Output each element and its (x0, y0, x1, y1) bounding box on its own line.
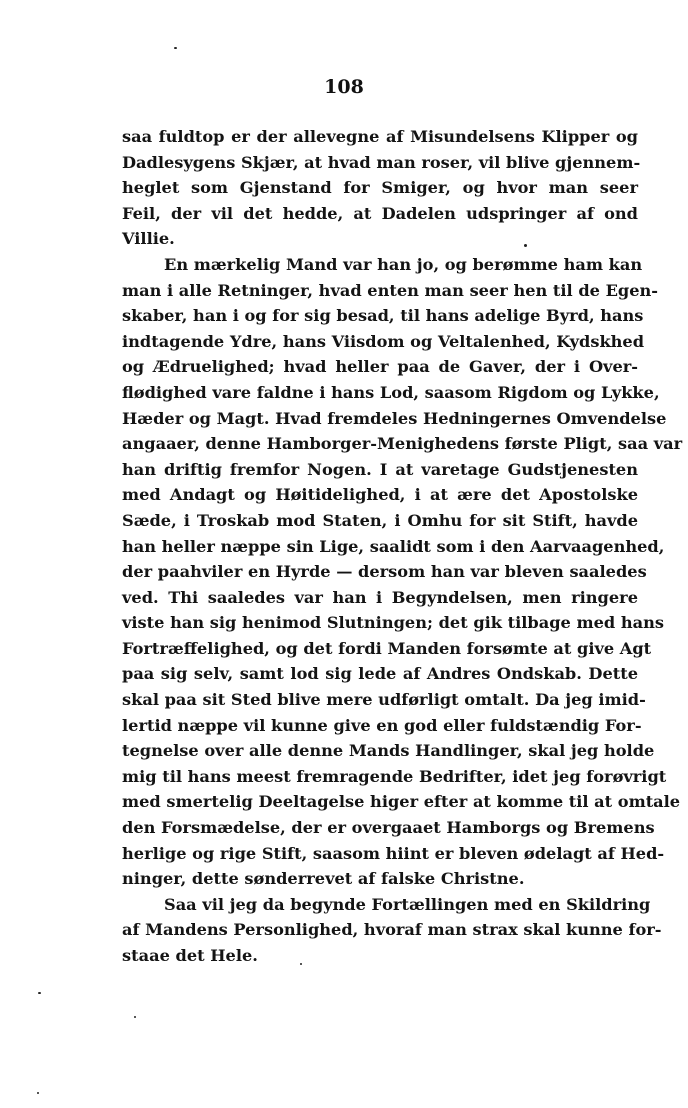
text-line: der paahviler en Hyrde — dersom han var bleven saaledes (122, 562, 647, 582)
text-line: heglet som Gjenstand for Smiger, og hvor man seer (122, 178, 638, 198)
text-line: og Ædruelighed; hvad heller paa de Gaver, der i Over- (122, 357, 638, 377)
text-line: man i alle Retninger, hvad enten man seer hen til de Egen- (122, 280, 659, 300)
text-line: af Mandens Personlighed, hvoraf man strax skal kunne for- (122, 920, 662, 940)
paper-speck (37, 1092, 39, 1094)
text-line: Fortræffelighed, og det fordi Manden forsømte at give Agt (122, 638, 652, 658)
text-line: viste han sig henimod Slutningen; det gik tilbage med hans (122, 613, 665, 633)
text-line: Dadlesygens Skjær, at hvad man roser, vil blive gjennem- (122, 152, 641, 172)
text-line: ved. Thi saaledes var han i Begyndelsen, men ringere (122, 587, 638, 607)
paper-speck (524, 244, 527, 247)
text-line: herlige og rige Stift, saasom hiint er bleven ødelagt af Hed- (122, 843, 665, 863)
paragraph (122, 252, 683, 892)
paper-speck (38, 992, 41, 994)
text-line: ninger, dette sønderrevet af falske Christne. (122, 869, 525, 889)
text-line: Villie. (122, 229, 175, 249)
text-line: med smertelig Deeltagelse higer efter at komme til at omtale (122, 792, 681, 812)
text-line: tegnelse over alle denne Mands Handlinger, skal jeg holde (122, 741, 655, 761)
text-line: Saa vil jeg da begynde Fortællingen med en Skildring (164, 894, 651, 914)
text-line: flødighed vare faldne i hans Lod, saasom Rigdom og Lykke, (122, 382, 660, 402)
text-line: Feil, der vil det hedde, at Dadelen udspringer af ond (122, 203, 638, 223)
text-line: Hæder og Magt. Hvad fremdeles Hedningernes Omvendelse (122, 408, 667, 428)
text-line: staae det Hele. (122, 946, 258, 965)
paper-speck (174, 47, 177, 49)
text-line: angaaer, denne Hamborger-Menighedens første Pligt, saa var (122, 434, 683, 454)
paper-speck (300, 963, 302, 965)
paper-speck (134, 1016, 136, 1018)
text-line: skaber, han i og for sig besad, til hans adelige Byrd, hans (122, 306, 644, 326)
text-line: skal paa sit Sted blive mere udførligt omtalt. Da jeg imid- (122, 690, 646, 710)
text-line: han heller næppe sin Lige, saalidt som i den Aarvaagenhed, (122, 536, 665, 556)
text-line: En mærkelig Mand var han jo, og berømme ham kan (164, 254, 643, 274)
text-line: med Andagt og Høitidelighed, i at ære det Apostolske (122, 485, 638, 505)
page-number: 108 (324, 76, 364, 98)
text-line: paa sig selv, samt lod sig lede af Andres Ondskab. Dette (122, 664, 638, 684)
text-line: indtagende Ydre, hans Viisdom og Veltalenhed, Kydskhed (122, 331, 645, 351)
text-line: lertid næppe vil kunne give en god eller fuldstændig For- (122, 715, 642, 735)
body-text (122, 124, 683, 969)
paragraph (122, 124, 641, 252)
text-line: han driftig fremfor Nogen. I at varetage Gudstjenesten (122, 459, 638, 479)
text-line: mig til hans meest fremragende Bedrifter, idet jeg forøvrigt (122, 766, 667, 786)
paragraph (122, 892, 662, 969)
text-line: Sæde, i Troskab mod Staten, i Omhu for sit Stift, havde (122, 510, 638, 530)
text-line: saa fuldtop er der allevegne af Misundelsens Klipper og (122, 127, 638, 146)
text-line: den Forsmædelse, der er overgaaet Hamborgs og Bremens (122, 818, 655, 838)
